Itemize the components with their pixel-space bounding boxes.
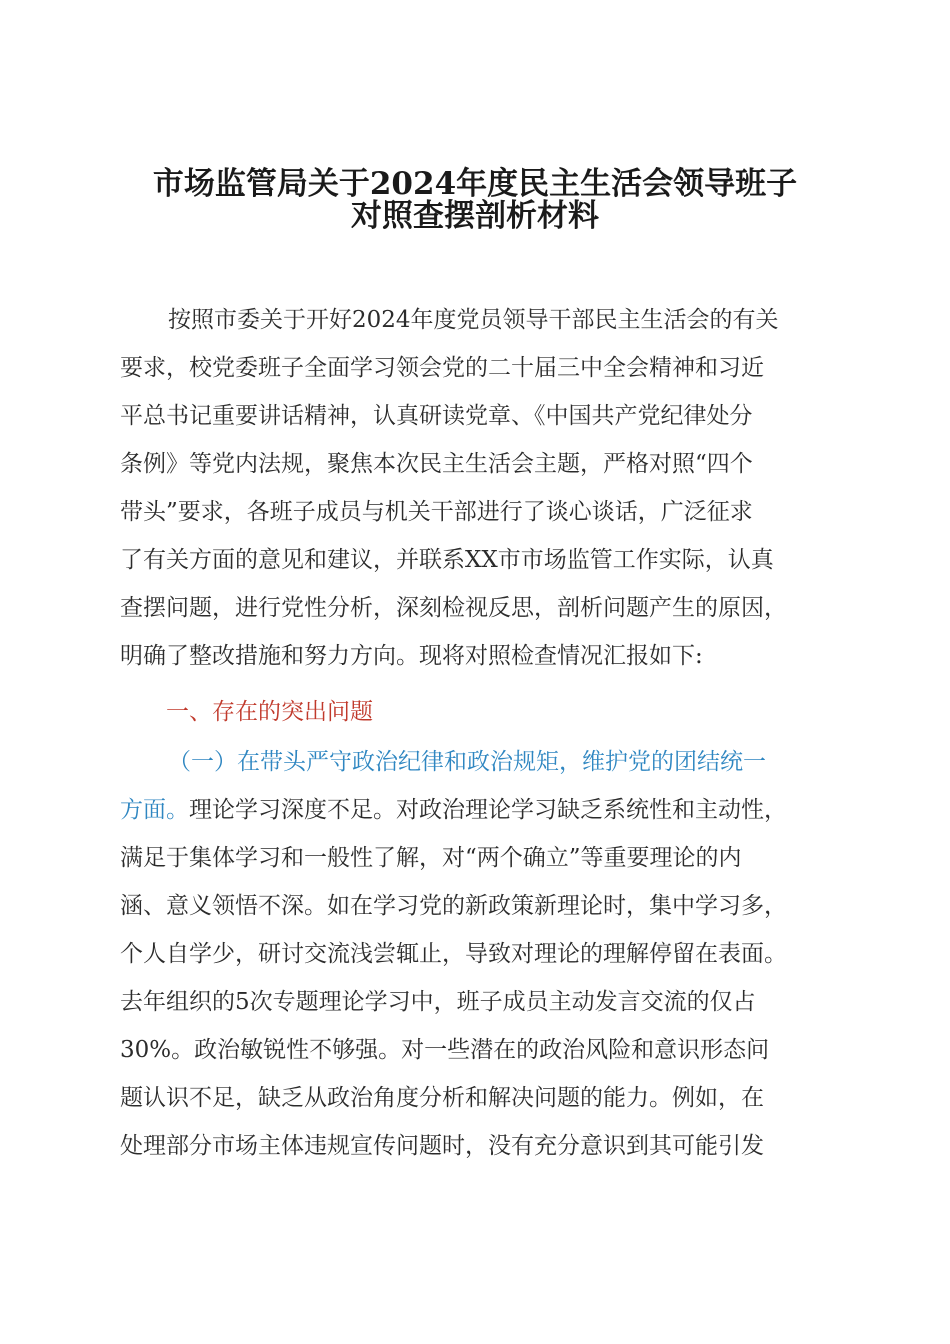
body-line: 满足于集体学习和一般性了解，对“两个确立”等重要理论的内 bbox=[120, 845, 742, 871]
body-line: 去年组织的5次专题理论学习中，班子成员主动发言交流的仅占 bbox=[120, 989, 756, 1015]
body-line: 个人自学少，研讨交流浅尝辄止，导致对理论的理解停留在表面。 bbox=[120, 941, 787, 967]
body-line: 处理部分市场主体违规宣传问题时，没有充分意识到其可能引发 bbox=[120, 1133, 764, 1159]
subsection-line2 bbox=[120, 786, 787, 834]
document-title-line1: 市场监管局关于2024年度民主生活会领导班子 bbox=[152, 166, 798, 202]
intro-line: 按照市委关于开好2024年度党员领导干部民主生活会的有关 bbox=[168, 307, 779, 333]
intro-line: 明确了整改措施和努力方向。现将对照检查情况汇报如下: bbox=[120, 643, 703, 669]
subsection-heading-line1 bbox=[168, 738, 766, 786]
intro-line: 了有关方面的意见和建议，并联系XX市市场监管工作实际，认真 bbox=[120, 547, 774, 573]
intro-line: 平总书记重要讲话精神，认真研读党章、《中国共产党纪律处分 bbox=[120, 403, 753, 429]
document-title-line2: 对照查摆剖析材料 bbox=[351, 198, 599, 234]
body-line: 30%。政治敏锐性不够强。对一些潜在的政治风险和意识形态问 bbox=[120, 1037, 770, 1063]
intro-line: 查摆问题，进行党性分析，深刻检视反思，剖析问题产生的原因， bbox=[120, 595, 787, 621]
subsection-heading-part1: （一）在带头严守政治纪律和政治规矩，维护党的团结统一 bbox=[168, 749, 766, 775]
intro-line: 条例》等党内法规，聚焦本次民主生活会主题，严格对照“四个 bbox=[120, 451, 753, 477]
body-line: 题认识不足，缺乏从政治角度分析和解决问题的能力。例如，在 bbox=[120, 1085, 764, 1111]
intro-line: 要求，校党委班子全面学习领会党的二十届三中全会精神和习近 bbox=[120, 355, 764, 381]
subsection-line2-text: 理论学习深度不足。对政治理论学习缺乏系统性和主动性， bbox=[189, 797, 787, 823]
intro-line: 带头”要求，各班子成员与机关干部进行了谈心谈话，广泛征求 bbox=[120, 499, 753, 525]
subsection-heading-part2: 方面。 bbox=[120, 797, 189, 823]
section-heading: 一、存在的突出问题 bbox=[166, 699, 373, 725]
body-line: 涵、意义领悟不深。如在学习党的新政策新理论时，集中学习多， bbox=[120, 893, 787, 919]
